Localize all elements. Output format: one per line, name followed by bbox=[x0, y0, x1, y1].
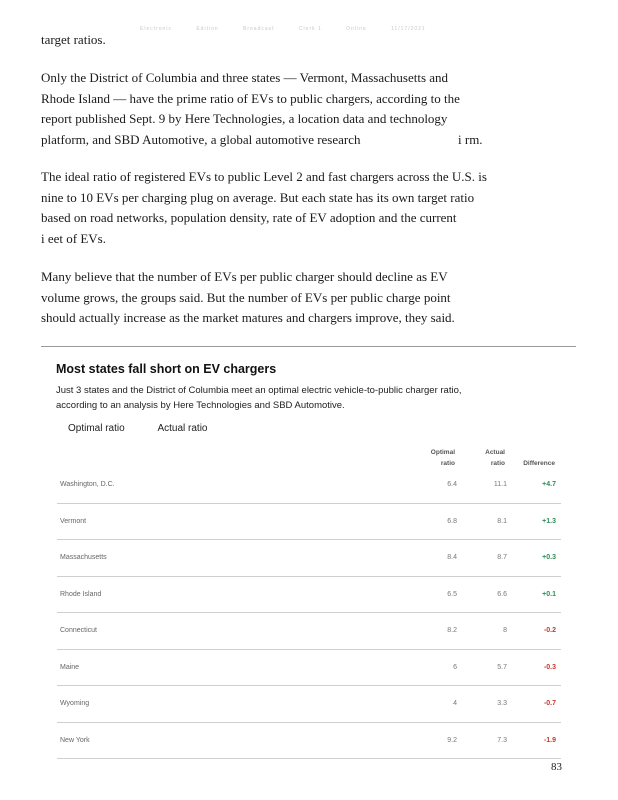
state-name: Rhode Island bbox=[60, 590, 102, 598]
state-name: New York bbox=[60, 736, 90, 744]
optimal-ratio-value: 6.5 bbox=[447, 590, 457, 598]
state-name: Maine bbox=[60, 663, 80, 671]
actual-ratio-value: 3.3 bbox=[497, 700, 507, 707]
table-row bbox=[57, 723, 561, 760]
state-name: Wyoming bbox=[60, 700, 90, 707]
faint-header-item: Electronic bbox=[140, 26, 172, 32]
difference-value: -0.2 bbox=[543, 627, 556, 634]
actual-ratio-value: 7.3 bbox=[497, 736, 507, 744]
chart-subtitle bbox=[56, 383, 516, 413]
text-line: Rhode Island — have the prime ratio of EVs to public chargers, according to the bbox=[41, 90, 460, 106]
text-line: based on road networks, population density, rate of EV adoption and the current bbox=[41, 210, 457, 225]
text-line: nine to 10 EVs per charging plug on average. But each state has its own target ratio bbox=[41, 189, 475, 205]
chart-title: Most states fall short on EV chargers bbox=[56, 362, 277, 376]
state-name: Massachusetts bbox=[60, 554, 107, 561]
optimal-ratio-value: 8.2 bbox=[447, 627, 457, 634]
actual-ratio-value: 11.1 bbox=[493, 481, 507, 488]
text-line: report published Sept. 9 by Here Technologies, a location data and technology bbox=[41, 111, 448, 126]
table-row bbox=[57, 686, 561, 723]
column-header-actual bbox=[460, 447, 505, 469]
faint-header-item: Edition bbox=[196, 26, 219, 32]
article-paragraph-3 bbox=[41, 267, 455, 329]
column-header-line: ratio bbox=[440, 460, 455, 467]
table-row bbox=[57, 650, 561, 687]
subtitle-line: Just 3 states and the District of Columbia meet an optimal electric vehicle-to-public charger ratio, bbox=[56, 385, 462, 396]
optimal-ratio-value: 9.2 bbox=[447, 736, 457, 744]
optimal-ratio-value: 4 bbox=[453, 700, 457, 707]
ratio-table bbox=[57, 467, 561, 759]
column-header-optimal bbox=[412, 447, 455, 469]
optimal-ratio-value: 6.4 bbox=[447, 481, 457, 488]
column-header-line: Difference bbox=[523, 460, 555, 467]
faint-header-item: Clerk 1 bbox=[298, 26, 322, 32]
table-row bbox=[57, 467, 561, 504]
difference-value: -0.7 bbox=[543, 700, 556, 707]
legend-actual-ratio[interactable]: Actual ratio bbox=[157, 423, 208, 434]
actual-ratio-value: 5.7 bbox=[497, 663, 507, 671]
text-line: Many believe that the number of EVs per public charger should decline as EV bbox=[41, 269, 448, 284]
text-line: volume grows, the groups said. But the number of EVs per public charge point bbox=[41, 289, 451, 305]
legend-optimal-ratio[interactable]: Optimal ratio bbox=[68, 423, 125, 434]
optimal-ratio-value: 6 bbox=[453, 663, 457, 671]
state-name: Vermont bbox=[60, 517, 87, 525]
text-line: i eet of EVs. bbox=[41, 230, 106, 246]
table-row bbox=[57, 540, 561, 577]
difference-value: -0.3 bbox=[543, 663, 556, 671]
text-line: platform, and SBD Automotive, a global automotive research i rm. bbox=[41, 131, 483, 147]
optimal-ratio-value: 6.8 bbox=[447, 517, 457, 525]
actual-ratio-value: 8.7 bbox=[497, 554, 507, 561]
faint-header-item: 11/17/2021 bbox=[391, 26, 426, 32]
column-header-line: Optimal bbox=[430, 449, 455, 456]
actual-ratio-value: 8 bbox=[503, 627, 507, 634]
text-line: should actually increase as the market matures and chargers improve, they said. bbox=[41, 310, 455, 325]
text-line: target ratios. bbox=[41, 32, 106, 47]
difference-value: +1.3 bbox=[542, 517, 556, 525]
actual-ratio-value: 6.6 bbox=[497, 590, 507, 598]
table-row bbox=[57, 577, 561, 614]
difference-value: -1.9 bbox=[543, 736, 556, 744]
text-line: The ideal ratio of registered EVs to public Level 2 and fast chargers across the U.S. is bbox=[41, 169, 487, 184]
difference-value: +4.7 bbox=[542, 481, 556, 488]
column-header-line: Actual bbox=[485, 449, 505, 456]
faint-header-item: Online bbox=[346, 26, 367, 32]
actual-ratio-value: 8.1 bbox=[497, 517, 507, 525]
article-paragraph-1 bbox=[41, 68, 483, 150]
state-name: Connecticut bbox=[60, 627, 97, 634]
difference-value: +0.3 bbox=[542, 554, 556, 561]
table-row bbox=[57, 613, 561, 650]
article-paragraph-2 bbox=[41, 167, 487, 249]
section-divider bbox=[41, 346, 576, 347]
chart-legend bbox=[68, 423, 238, 434]
difference-value: +0.1 bbox=[542, 590, 556, 598]
optimal-ratio-value: 8.4 bbox=[447, 554, 457, 561]
column-header-line: ratio bbox=[490, 460, 505, 467]
article-fragment bbox=[41, 30, 451, 51]
text-line: Only the District of Columbia and three states — Vermont, Massachusetts and bbox=[41, 70, 449, 85]
subtitle-line: according to an analysis by Here Technologies and SBD Automotive. bbox=[56, 400, 345, 411]
page-number: 83 bbox=[551, 761, 562, 773]
faint-header-item: Broadcast bbox=[243, 26, 275, 32]
table-row bbox=[57, 504, 561, 541]
state-name: Washington, D.C. bbox=[60, 481, 115, 488]
